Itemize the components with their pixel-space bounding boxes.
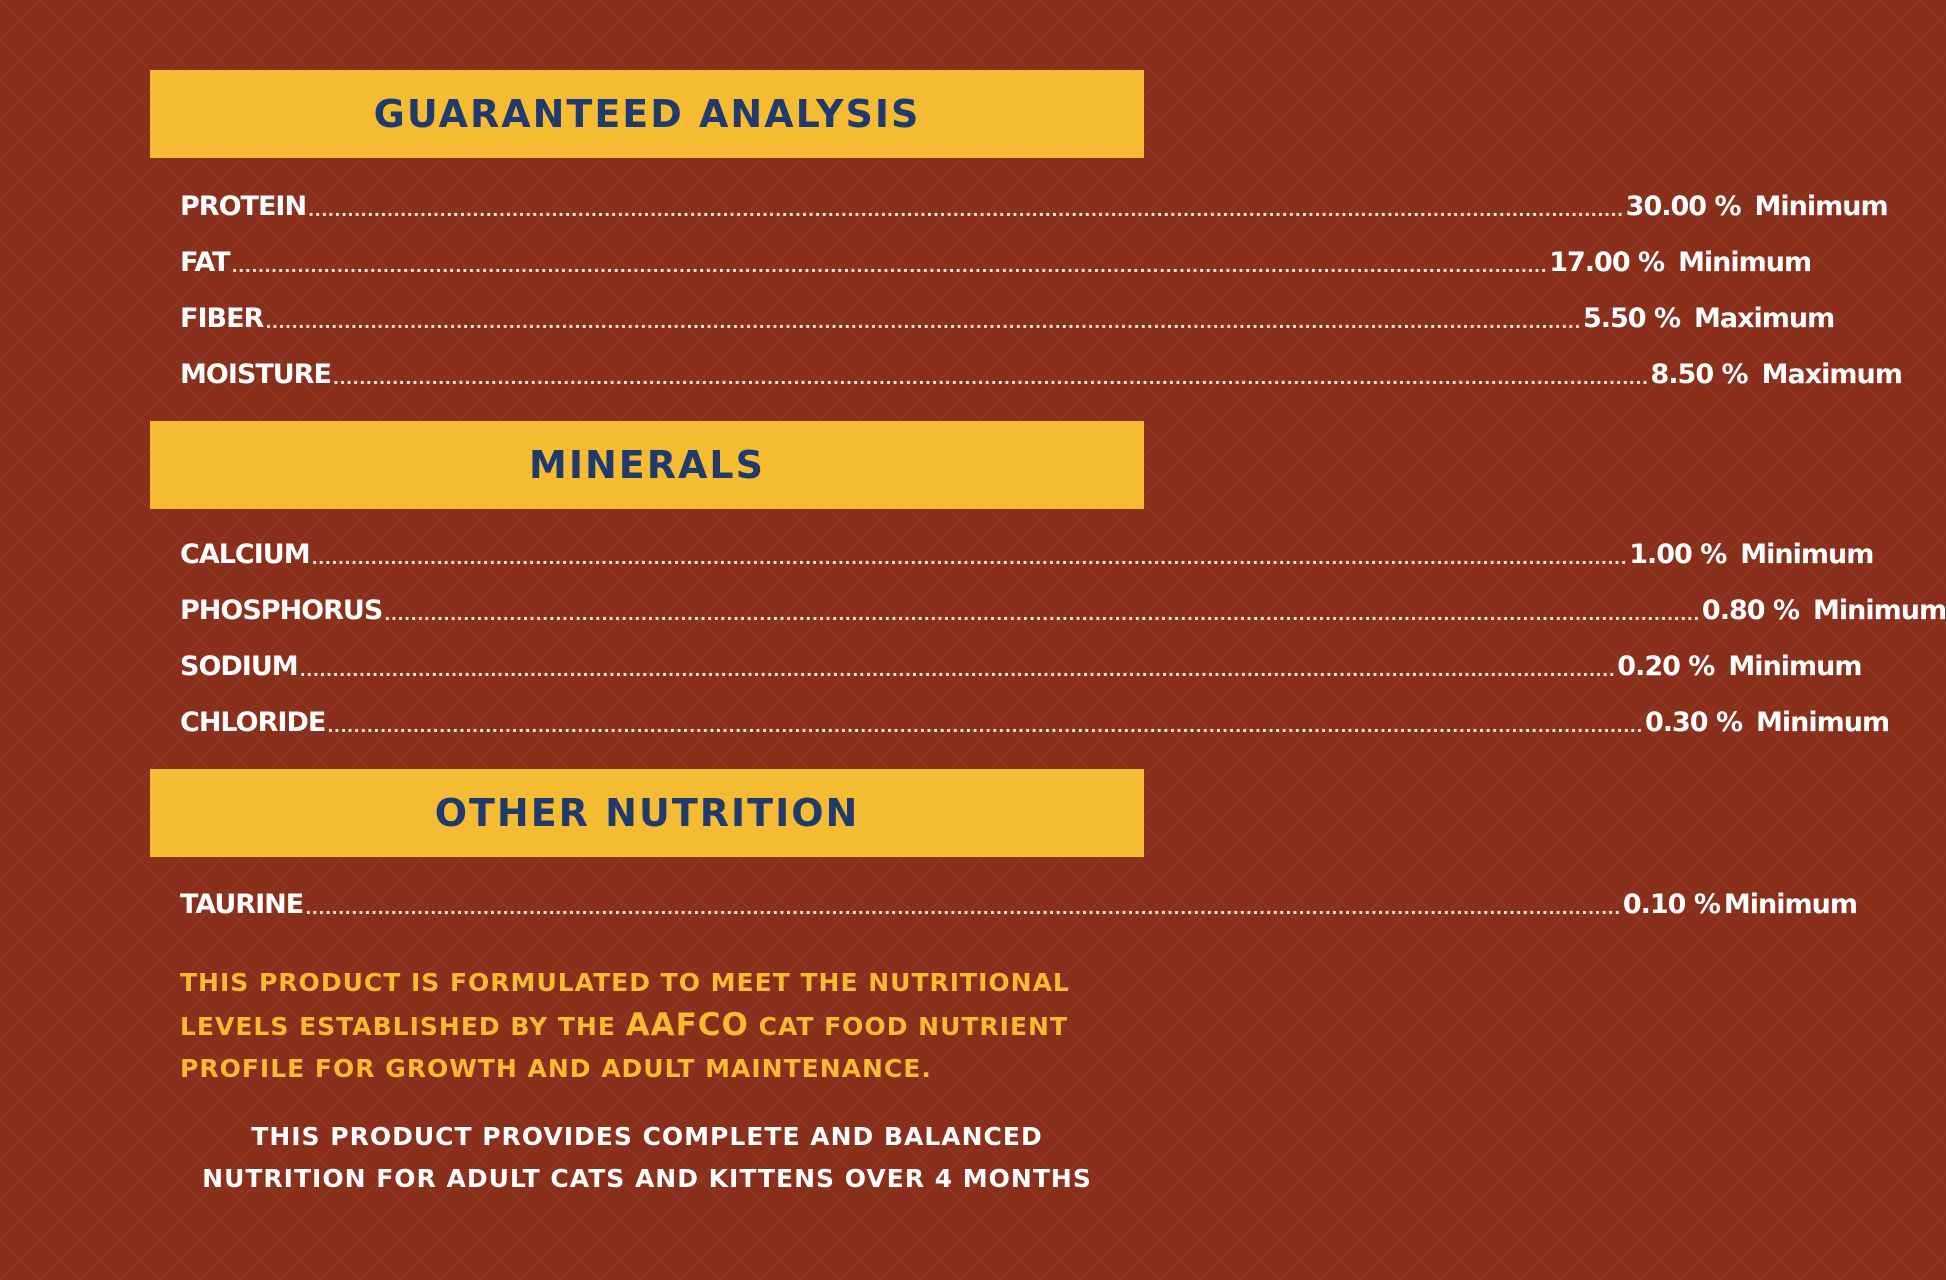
section-title: GUARANTEED ANALYSIS xyxy=(373,92,921,136)
nutrient-name: MOISTURE xyxy=(180,359,331,390)
nutrient-level: Minimum xyxy=(1678,247,1812,278)
nutrient-name: PHOSPHORUS xyxy=(180,595,383,626)
nutrient-level: Maximum xyxy=(1761,359,1902,390)
nutrient-name: PROTEIN xyxy=(180,191,307,222)
dot-leader: ........................................................................................................................................................................................................ xyxy=(299,661,1616,680)
complete-nutrition-statement: THIS PRODUCT PROVIDES COMPLETE AND BALANCED NUTRITION FOR ADULT CATS AND KITTENS OVER 4 MONTHS xyxy=(202,1122,1092,1193)
nutrient-name: SODIUM xyxy=(180,651,298,682)
aafco-statement-text: THIS PRODUCT IS FORMULATED TO MEET THE NUTRITIONAL LEVELS ESTABLISHED BY THE xyxy=(180,968,1070,1041)
nutrient-row-protein xyxy=(180,184,1888,224)
dot-leader: ........................................................................................................................................................................................................ xyxy=(327,717,1643,736)
nutrient-level: Minimum xyxy=(1723,889,1857,920)
nutrient-row-sodium xyxy=(180,644,1862,684)
dot-leader: ........................................................................................................................................................................................................ xyxy=(308,201,1624,220)
dot-leader: ........................................................................................................................................................................................................ xyxy=(231,257,1548,276)
nutrient-value: 5.50 % xyxy=(1582,303,1681,334)
aafco-statement xyxy=(180,962,1140,1090)
section-title: OTHER NUTRITION xyxy=(434,791,860,835)
dot-leader: ........................................................................................................................................................................................................ xyxy=(305,899,1621,918)
nutrient-value: 0.10 % xyxy=(1622,889,1720,920)
aafco-highlight: AAFCO xyxy=(625,1007,749,1043)
nutrient-value: 0.20 % xyxy=(1617,651,1715,682)
nutrient-name: FAT xyxy=(180,247,230,278)
dot-leader: ........................................................................................................................................................................................................ xyxy=(332,369,1649,388)
nutrient-level: Minimum xyxy=(1740,539,1874,570)
nutrient-level: Minimum xyxy=(1756,707,1890,738)
nutrient-value: 30.00 % xyxy=(1625,191,1741,222)
nutrient-value: 0.30 % xyxy=(1644,707,1743,738)
nutrient-level: Minimum xyxy=(1813,595,1946,626)
nutrient-row-fiber xyxy=(180,296,1835,336)
dot-leader: ........................................................................................................................................................................................................ xyxy=(265,313,1581,332)
nutrient-name: CHLORIDE xyxy=(180,707,326,738)
dot-leader: ........................................................................................................................................................................................................ xyxy=(384,605,1700,624)
section-banner-guaranteed-analysis xyxy=(150,70,1144,158)
nutrient-name: CALCIUM xyxy=(180,539,310,570)
nutrient-level: Minimum xyxy=(1728,651,1862,682)
nutrient-level: Minimum xyxy=(1754,191,1888,222)
nutrient-level: Maximum xyxy=(1694,303,1835,334)
nutrient-row-taurine xyxy=(180,882,1857,922)
nutrient-row-moisture xyxy=(180,352,1902,392)
dot-leader: ........................................................................................................................................................................................................ xyxy=(311,549,1628,568)
section-banner-minerals xyxy=(150,421,1144,509)
nutrient-row-phosphorus xyxy=(180,588,1946,628)
nutrient-value: 1.00 % xyxy=(1629,539,1727,570)
nutrient-name: TAURINE xyxy=(180,889,304,920)
nutrient-value: 17.00 % xyxy=(1549,247,1665,278)
nutrient-row-calcium xyxy=(180,532,1874,572)
aafco-statement-text-end: CAT FOOD NUTRIENT PROFILE FOR GROWTH AND ADULT MAINTENANCE. xyxy=(180,1012,1069,1083)
nutrient-value: 0.80 % xyxy=(1701,595,1799,626)
nutrient-value: 8.50 % xyxy=(1650,359,1748,390)
section-banner-other-nutrition xyxy=(150,769,1144,857)
nutrient-row-chloride xyxy=(180,700,1890,740)
nutrient-name: FIBER xyxy=(180,303,264,334)
nutrient-row-fat xyxy=(180,240,1812,280)
section-title: MINERALS xyxy=(529,443,765,487)
